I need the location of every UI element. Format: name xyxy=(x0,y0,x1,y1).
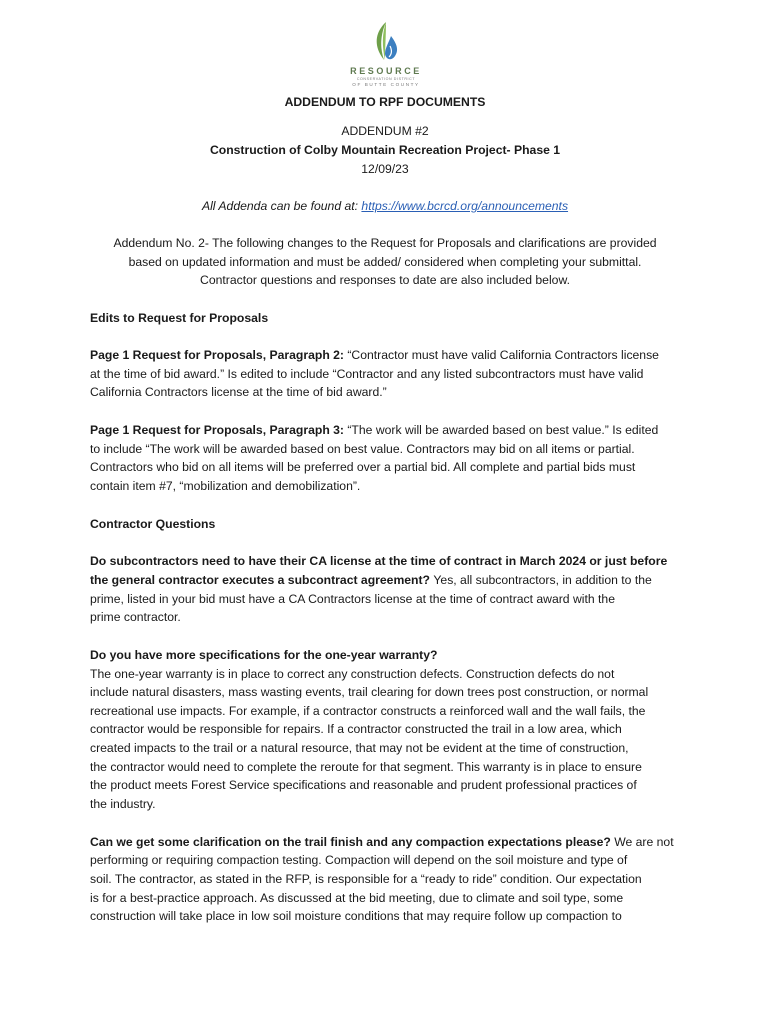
addendum-number: ADDENDUM #2 xyxy=(341,124,429,138)
edit-2-line: Contractors who bid on all items will be preferred over a partial bid. All complete and partial bids must xyxy=(90,460,636,474)
answer-2-line: include natural disasters, mass wasting events, trail clearing for down trees post construction, or normal xyxy=(90,685,649,699)
question-1-text: the general contractor executes a subcontract agreement? xyxy=(90,573,434,587)
answer-2-line: the contractor would need to complete the reroute for that segment. This warranty is in place to ensure xyxy=(90,760,642,774)
question-3-line xyxy=(90,835,674,850)
document-title: ADDENDUM TO RPF DOCUMENTS xyxy=(284,95,486,109)
answer-2-line: The one-year warranty is in place to correct any construction defects. Construction defects do not xyxy=(90,667,615,681)
answer-3-line: performing or requiring compaction testing. Compaction will depend on the soil moisture and type of xyxy=(90,853,628,867)
project-name: Construction of Colby Mountain Recreation Project- Phase 1 xyxy=(209,143,561,157)
answer-3-line: construction will take place in low soil moisture conditions that may require follow up compaction to xyxy=(90,909,622,923)
intro-line: Contractor questions and responses to date are also included below. xyxy=(200,273,570,287)
answer-1-line: prime, listed in your bid must have a CA Contractors license at the time of contract award with the xyxy=(90,592,615,606)
answer-3-line: soil. The contractor, as stated in the RFP, is responsible for a “ready to ride” condition. Our expectation xyxy=(90,872,642,886)
questions-heading: Contractor Questions xyxy=(90,517,216,531)
answer-2-line: recreational use impacts. For example, if a contractor constructs a reinforced wall and the wall fails, the xyxy=(90,704,646,718)
announcements-link[interactable]: https://www.bcrcd.org/announcements xyxy=(361,199,569,213)
edit-1-line: at the time of bid award.” Is edited to include “Contractor and any listed subcontractors must have valid xyxy=(90,367,644,381)
answer-2-line: the product meets Forest Service specifications and reasonable and prudent professional practices of xyxy=(90,778,637,792)
edits-heading: Edits to Request for Proposals xyxy=(90,311,269,325)
answer-2-line: created impacts to the trail or a natural resource, that may not be evident at the time of construction, xyxy=(90,741,629,755)
edit-2-line: contain item #7, “mobilization and demobilization”. xyxy=(90,479,361,493)
addenda-label: All Addenda can be found at: xyxy=(201,199,362,213)
answer-3-text: We are not xyxy=(614,835,674,849)
leaf-drop-icon xyxy=(369,20,403,64)
organization-logo xyxy=(346,20,426,92)
edit-1-line: California Contractors license at the time of bid award.” xyxy=(90,385,387,399)
question-2-heading: Do you have more specifications for the one-year warranty? xyxy=(90,648,438,662)
addenda-notice xyxy=(40,199,730,214)
answer-3-line: is for a best-practice approach. As discussed at the bid meeting, due to climate and soil type, some xyxy=(90,891,624,905)
answer-1-line: prime contractor. xyxy=(90,610,181,624)
edit-2-label: Page 1 Request for Proposals, Paragraph 3: xyxy=(90,423,348,437)
question-1-line xyxy=(90,573,652,588)
logo-wordmark: RESOURCE xyxy=(350,66,422,76)
edit-2-text: “The work will be awarded based on best value.” Is edited xyxy=(347,423,659,437)
edit-1-label: Page 1 Request for Proposals, Paragraph 2: xyxy=(90,348,348,362)
intro-line: based on updated information and must be added/ considered when completing your submittal. xyxy=(128,255,642,269)
logo-subtitle-1: CONSERVATION DISTRICT xyxy=(356,77,416,81)
edit-1-text: “Contractor must have valid California Contractors license xyxy=(347,348,659,362)
answer-1-text: Yes, all subcontractors, in addition to the xyxy=(433,573,652,587)
document-date: 12/09/23 xyxy=(361,162,409,176)
edit-1-line xyxy=(90,348,659,363)
intro-line: Addendum No. 2- The following changes to the Request for Proposals and clarifications are provided xyxy=(113,236,657,250)
question-3-text: Can we get some clarification on the trail finish and any compaction expectations please? xyxy=(90,835,615,849)
answer-2-line: the industry. xyxy=(90,797,156,811)
answer-2-line: contractor would be responsible for repairs. If a contractor constructed the trail in a low area, which xyxy=(90,722,622,736)
logo-subtitle-2: OF BUTTE COUNTY xyxy=(352,82,420,87)
edit-2-line xyxy=(90,423,658,438)
edit-2-line: to include “The work will be awarded based on best value. Contractors may bid on all items or partial. xyxy=(90,442,635,456)
question-1-line: Do subcontractors need to have their CA license at the time of contract in March 2024 or just before xyxy=(90,554,668,568)
